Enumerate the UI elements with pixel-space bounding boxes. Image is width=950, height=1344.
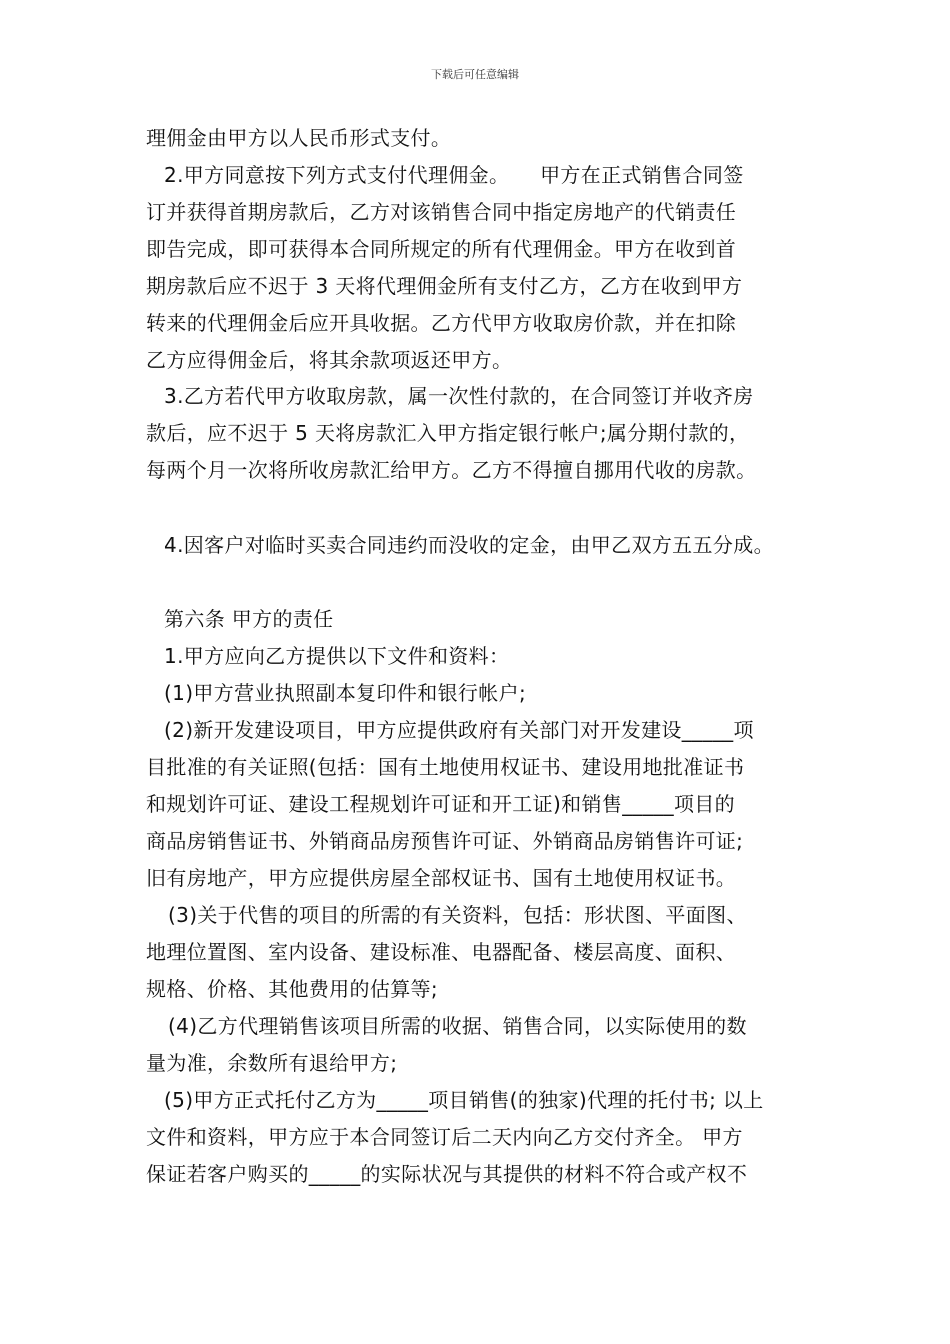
page-header: 下载后可任意编辑 — [431, 68, 519, 81]
paragraph-line: 保证若客户购买的_____的实际状况与其提供的材料不符合或产权不 — [146, 1162, 748, 1186]
paragraph-line: 每两个月一次将所收房款汇给甲方。乙方不得擅自挪用代收的房款。 — [146, 458, 757, 482]
paragraph-line: 规格、价格、其他费用的估算等; — [146, 977, 438, 1001]
paragraph-line: 目批准的有关证照(包括：国有土地使用权证书、建设用地批准证书 — [146, 755, 745, 779]
paragraph-line: (3)关于代售的项目的所需的有关资料，包括：形状图、平面图、 — [168, 903, 747, 927]
paragraph-line: 1.甲方应向乙方提供以下文件和资料： — [164, 644, 510, 668]
paragraph-line: 和规划许可证、建设工程规划许可证和开工证)和销售_____项目的 — [146, 792, 736, 816]
paragraph-line: 量为准，余数所有退给甲方; — [146, 1051, 398, 1075]
paragraph-line: 文件和资料，甲方应于本合同签订后二天内向乙方交付齐全。 甲方 — [146, 1125, 743, 1149]
paragraph-line: 地理位置图、室内设备、建设标准、电器配备、楼层高度、面积、 — [146, 940, 737, 964]
paragraph-line: 旧有房地产，甲方应提供房屋全部权证书、国有土地使用权证书。 — [146, 866, 737, 890]
paragraph-line: (4)乙方代理销售该项目所需的收据、销售合同，以实际使用的数 — [168, 1014, 747, 1038]
section-heading: 第六条 甲方的责任 — [164, 607, 334, 631]
paragraph-line: 商品房销售证书、外销商品房预售许可证、外销商品房销售许可证; — [146, 829, 744, 853]
paragraph-line: 期房款后应不迟于 3 天将代理佣金所有支付乙方，乙方在收到甲方 — [146, 274, 743, 298]
paragraph-line: 转来的代理佣金后应开具收据。乙方代甲方收取房价款，并在扣除 — [146, 311, 737, 335]
paragraph-line: 即告完成，即可获得本合同所规定的所有代理佣金。甲方在收到首 — [146, 237, 737, 261]
paragraph-line: 款后，应不迟于 5 天将房款汇入甲方指定银行帐户;属分期付款的， — [146, 421, 750, 445]
paragraph-line: 订并获得首期房款后，乙方对该销售合同中指定房地产的代销责任 — [146, 200, 737, 224]
paragraph-line: (1)甲方营业执照副本复印件和银行帐户; — [164, 681, 527, 705]
paragraph-line: 2.甲方同意按下列方式支付代理佣金。 甲方在正式销售合同签 — [164, 163, 744, 187]
paragraph-line: 理佣金由甲方以人民币形式支付。 — [146, 126, 452, 150]
paragraph-line: 4.因客户对临时买卖合同违约而没收的定金，由甲乙双方五五分成。 — [164, 533, 774, 557]
paragraph-line: (2)新开发建设项目，甲方应提供政府有关部门对开发建设_____项 — [164, 718, 754, 742]
paragraph-line: 3.乙方若代甲方收取房款，属一次性付款的，在合同签订并收齐房 — [164, 384, 754, 408]
paragraph-line: (5)甲方正式托付乙方为_____项目销售(的独家)代理的托付书; 以上 — [164, 1088, 764, 1112]
paragraph-line: 乙方应得佣金后，将其余款项返还甲方。 — [146, 348, 513, 372]
